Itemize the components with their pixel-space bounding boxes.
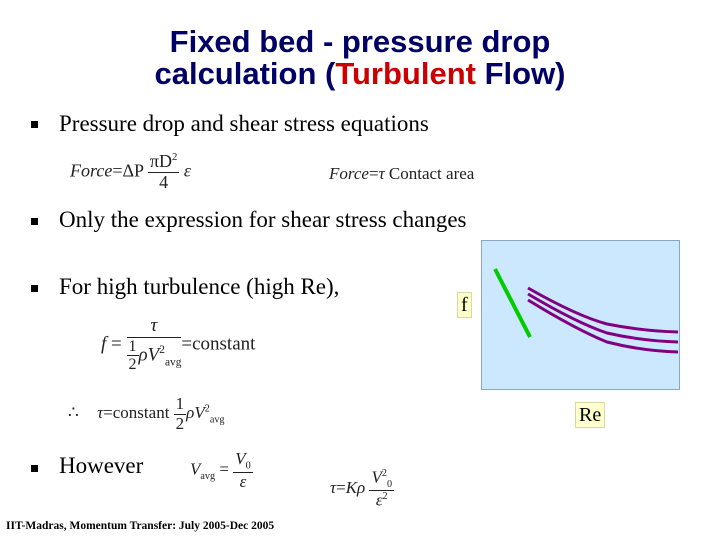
eq6-rho: ρ <box>357 478 366 498</box>
bullet-text-4: However <box>59 453 144 478</box>
eq3-half <box>127 338 139 374</box>
friction-factor-graph <box>481 240 680 390</box>
eq-delta-p: ΔP <box>122 160 144 181</box>
equation-v-avg <box>190 450 253 491</box>
eq-epsilon: ε <box>183 160 191 181</box>
bullet-marker-4 <box>31 465 38 472</box>
eq4-v-sup: 2 <box>204 403 210 415</box>
title-line-1: Fixed bed - pressure drop <box>169 24 551 59</box>
eq4-therefore: ∴ <box>68 403 79 423</box>
eq6-v-sup: 2 <box>381 468 387 479</box>
eq-force-lhs: Force <box>70 160 113 181</box>
eq3-fraction <box>127 316 182 374</box>
equation-force-shear <box>329 164 474 184</box>
eq4-half <box>174 395 187 433</box>
eq6-tau: τ <box>330 478 337 498</box>
eq6-v-sub: 0 <box>386 479 393 491</box>
green-line <box>495 269 530 337</box>
eq-numerator <box>148 152 180 173</box>
eq5-denominator <box>233 473 252 492</box>
eq2-contact-area: Contact area <box>388 164 475 183</box>
eq-num-text: πD <box>149 151 172 171</box>
eq4-half-num: 1 <box>175 394 185 413</box>
eq5-sub: avg <box>200 470 216 482</box>
eq3-numerator <box>127 316 182 338</box>
eq3-f: f <box>101 333 107 355</box>
eq4-v-sub: avg <box>209 414 225 426</box>
eq3-denominator <box>127 338 182 374</box>
eq3-rho-v: ρV <box>138 344 160 366</box>
eq6-v: V <box>371 467 382 487</box>
eq-fraction <box>148 152 180 193</box>
title-line-2-post: Flow) <box>475 56 566 91</box>
eq5-equals: = <box>219 459 229 479</box>
title-line-2 <box>0 58 720 90</box>
bullet-text-3: For high turbulence (high Re), <box>59 274 340 299</box>
eq4-constant: =constant <box>103 403 170 423</box>
eq3-half-den: 2 <box>128 356 137 374</box>
eq-num-sup: 2 <box>171 151 178 163</box>
eq2-equals: = <box>368 164 379 183</box>
eq4-rho-v: ρV <box>186 403 205 423</box>
equation-force-pressure <box>70 152 191 193</box>
equation-tau-k <box>330 468 394 511</box>
eq3-constant: =constant <box>181 333 256 355</box>
bullet-marker-3 <box>31 285 38 292</box>
eq4-half-den: 2 <box>175 413 185 433</box>
title-line-2-pre: calculation ( <box>154 56 336 91</box>
eq-denominator: 4 <box>159 171 169 192</box>
slide-title <box>0 26 720 90</box>
eq5-v0-sub: 0 <box>245 460 251 472</box>
eq3-v-sup: 2 <box>159 344 165 357</box>
slide-footer: IIT-Madras, Momentum Transfer: July 2005-Dec 2005 <box>6 520 275 532</box>
bullet-text-2: Only the expression for shear stress changes <box>59 207 467 232</box>
eq5-eps: ε <box>239 471 247 491</box>
equation-tau-constant <box>68 395 225 433</box>
eq4-tau: τ <box>97 403 104 423</box>
graph-plot <box>482 241 679 389</box>
title-accent: Turbulent <box>335 56 476 91</box>
eq6-equals: = <box>336 478 346 498</box>
graph-y-label: f <box>457 292 472 318</box>
bullet-marker-1 <box>31 121 38 128</box>
eq5-v0: V <box>235 449 246 468</box>
eq5-v: V <box>190 459 201 479</box>
eq6-fraction <box>369 468 394 511</box>
eq2-tau: τ <box>378 164 385 183</box>
eq5-numerator <box>233 450 252 473</box>
bullet-marker-2 <box>31 218 38 225</box>
eq6-k: K <box>345 478 358 498</box>
eq5-fraction <box>233 450 252 491</box>
curve-1 <box>528 288 678 332</box>
eq3-tau: τ <box>150 315 158 336</box>
bullet-text-1: Pressure drop and shear stress equations <box>59 111 429 136</box>
eq6-numerator <box>369 468 394 491</box>
eq6-eps-sup: 2 <box>382 491 388 503</box>
eq6-eps: ε <box>375 490 383 510</box>
eq3-v-sub: avg <box>164 356 182 369</box>
eq3-half-num: 1 <box>128 337 137 355</box>
eq6-denominator <box>369 491 394 510</box>
eq2-force-lhs: Force <box>329 164 369 183</box>
equation-friction-factor <box>101 316 255 374</box>
graph-x-label: Re <box>575 402 605 428</box>
eq-equals: = <box>112 160 123 181</box>
eq3-equals: = <box>111 333 122 355</box>
